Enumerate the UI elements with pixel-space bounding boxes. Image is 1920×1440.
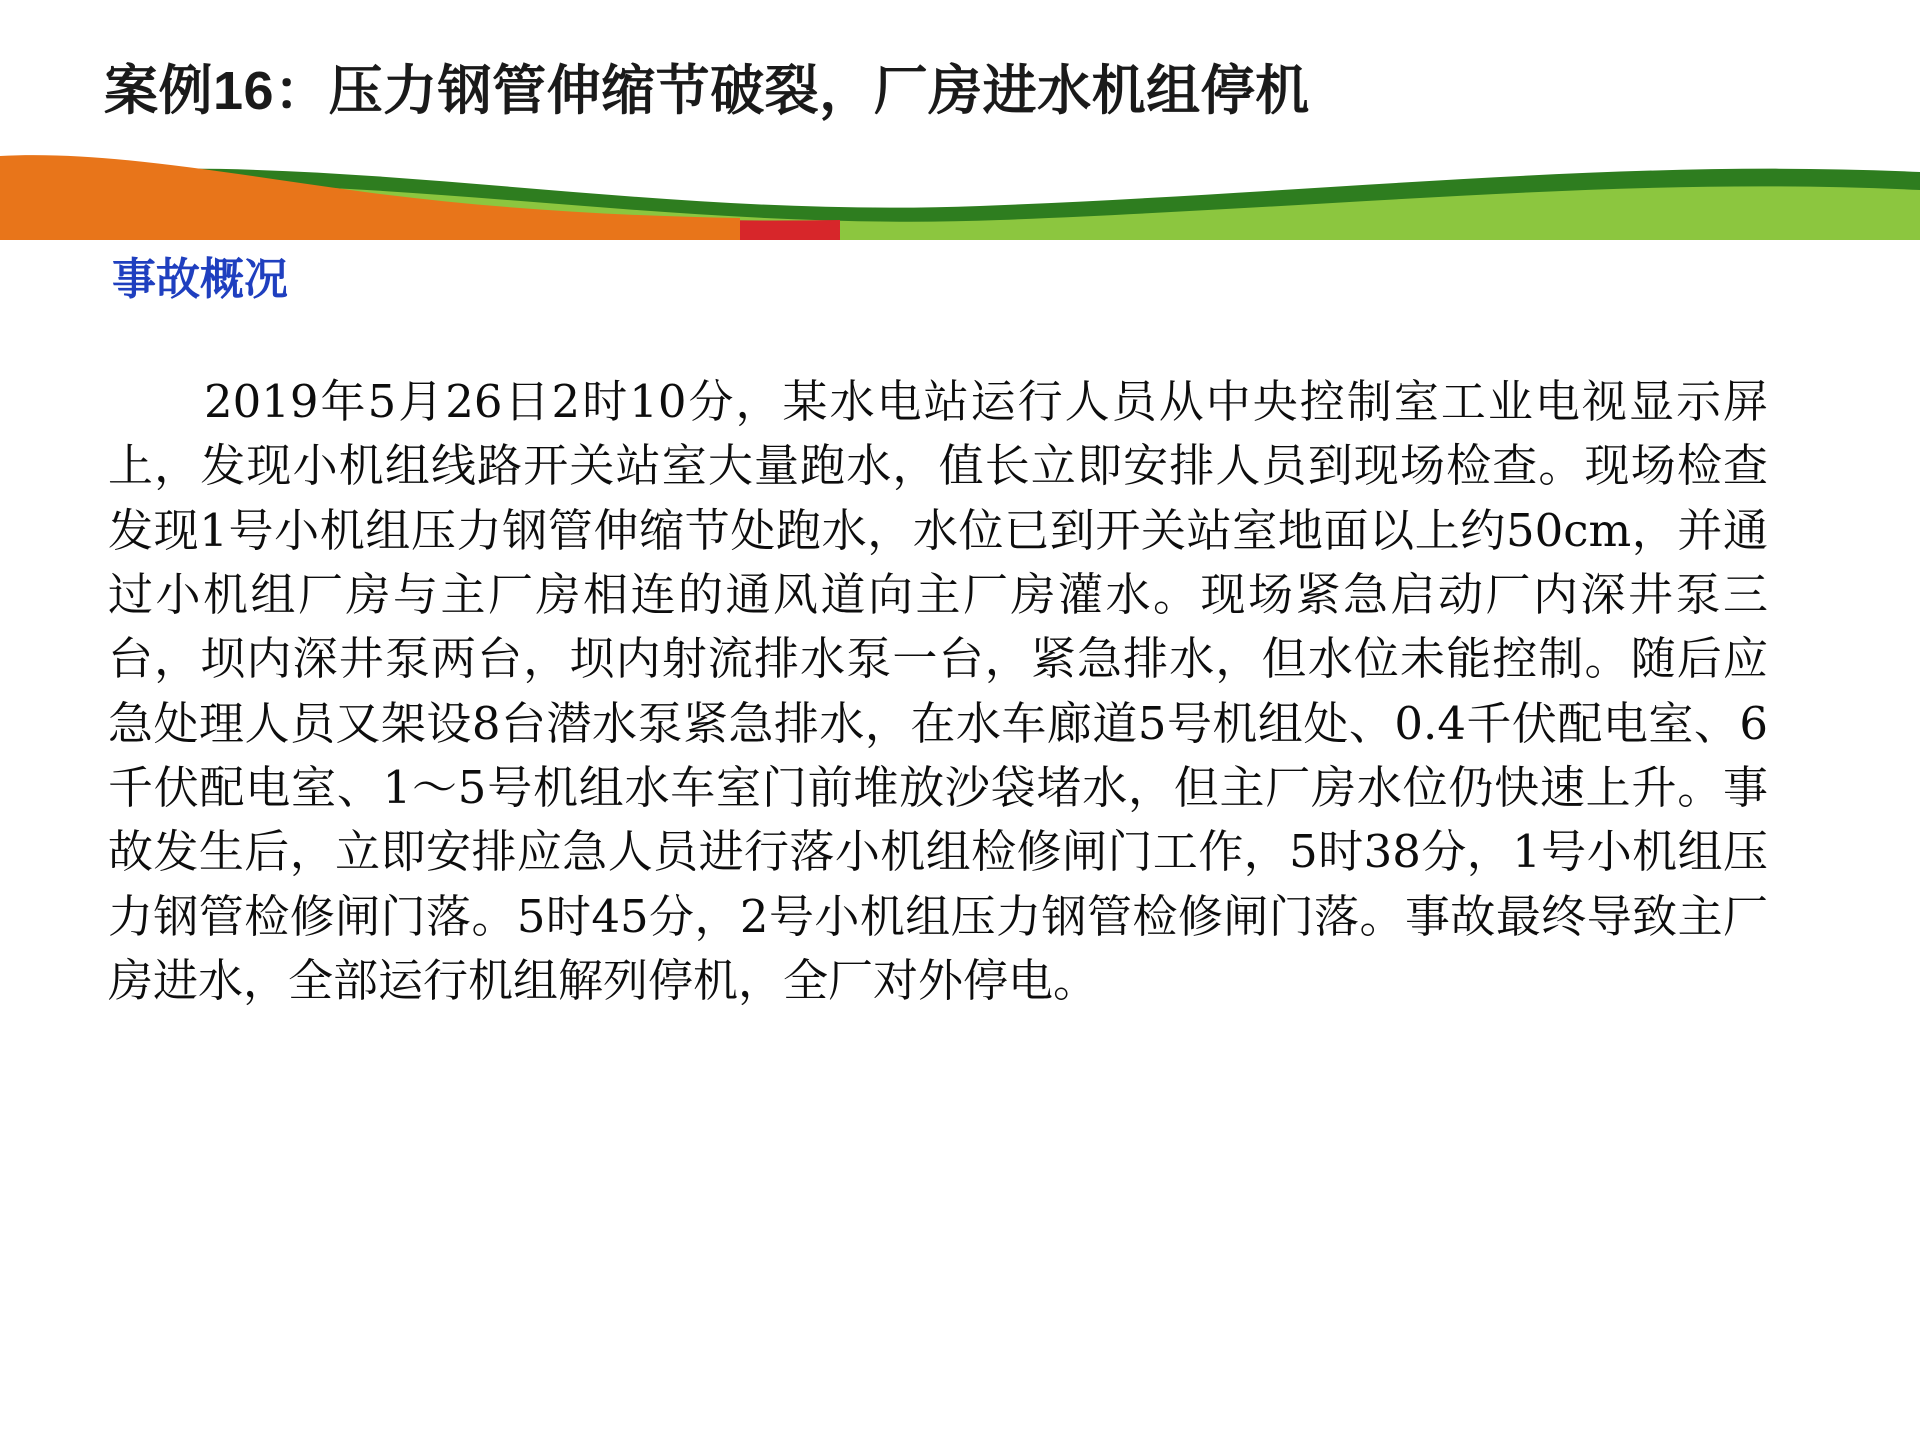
wave-graphic [0, 150, 1920, 240]
page-title: 案例16：压力钢管伸缩节破裂，厂房进水机组停机 [104, 61, 1310, 121]
body-paragraph: 2019年5月26日2时10分，某水电站运行人员从中央控制室工业电视显示屏上，发现小机组线路开关站室大量跑水，值长立即安排人员到现场检查。现场检查发现1号小机组压力钢管伸缩节处跑水，水位已到开关站室地面以上约50cm，并通过小机组厂房与主厂房相连的通风道向主厂房灌水。现场紧急启动厂内深井泵三台，坝内深井泵两台，坝内射流排水泵一台，紧急排水，但水位未能控制。随后应急处理人员又架设8台潜水泵紧急排水，在水车廊道5号机组处、0.4千伏配电室、6千伏配电室、1～5号机组水车室门前堆放沙袋堵水，但主厂房水位仍快速上升。事故发生后，立即安排应急人员进行落小机组检修闸门工作，5时38分，1号小机组压力钢管检修闸门落。5时45分，2号小机组压力钢管检修闸门落。事故最终导致主厂房进水，全部运行机组解列停机，全厂对外停电。 [108, 375, 1768, 1008]
decorative-wave-band [0, 150, 1920, 240]
section-heading: 事故概况 [112, 255, 288, 304]
